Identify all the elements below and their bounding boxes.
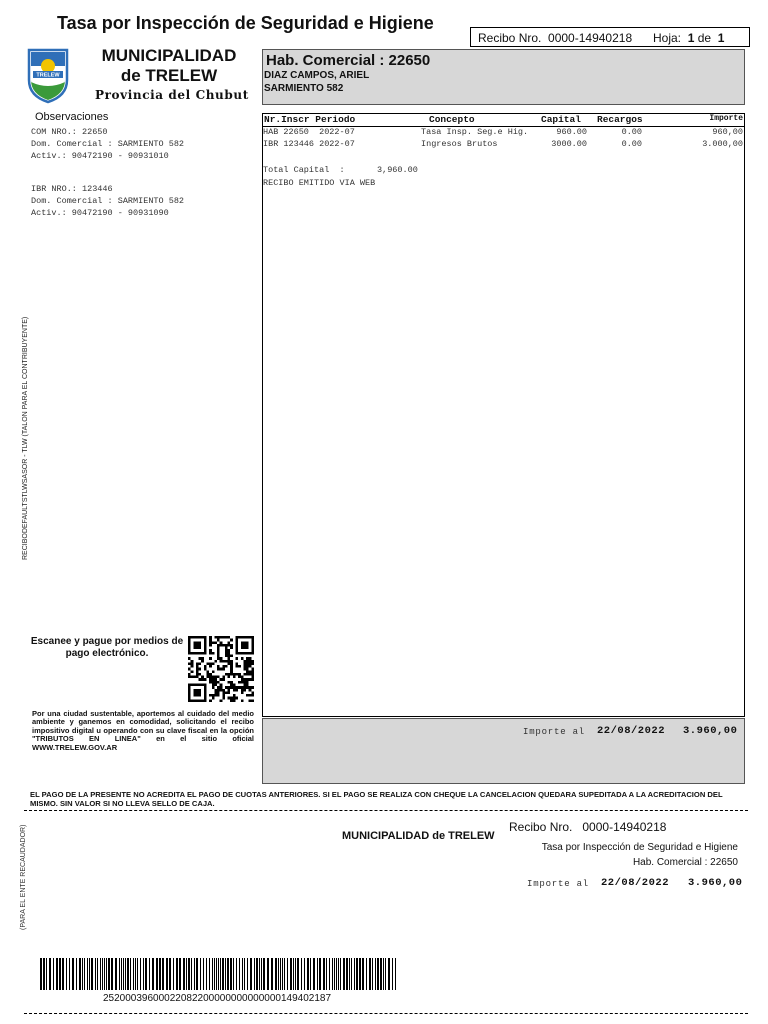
obs-line: IBR NRO.: 123446 — [31, 184, 113, 194]
provincia-label: Provincia del Chubut — [95, 88, 249, 102]
hab-title: Hab. Comercial : 22650 — [266, 52, 431, 69]
bottom-cut-line — [24, 1013, 748, 1014]
cell-capital: 960.00 — [556, 127, 587, 137]
contribuyente-address: SARMIENTO 582 — [264, 83, 344, 94]
hoja-num: 1 — [687, 31, 695, 45]
logo-text: TRELEW — [36, 72, 60, 79]
stub-recibo-label: Recibo Nro. — [509, 820, 573, 834]
hoja-indicator — [653, 31, 724, 45]
hoja-label: Hoja: — [653, 31, 682, 45]
cell-recargos: 0.00 — [621, 127, 642, 137]
stub-muni-title: MUNICIPALIDAD de TRELEW — [342, 830, 495, 842]
recibo-value: 0000-14940218 — [548, 31, 633, 45]
sustentable-notice: Por una ciudad sustentable, aportemos al cuidado del medio ambiente y ganemos en comodidad, solicitando el recibo impositivo digital u operando con su clave fiscal en la opción "TRIBUTOS EN LINEA" en el sitio oficial WWW.TRELEW.GOV.AR — [32, 709, 254, 752]
hoja-total: 1 — [717, 31, 725, 45]
stub-importe-date: 22/08/2022 — [601, 877, 670, 889]
importe-date: 22/08/2022 — [597, 725, 666, 737]
cell-inscr: IBR 123446 2022-07 — [263, 139, 355, 149]
cell-importe: 960,00 — [712, 127, 743, 137]
cell-concepto: Ingresos Brutos — [421, 139, 498, 149]
cut-line — [24, 810, 748, 811]
recibo-emitido-text: RECIBO EMITIDO VIA WEB — [263, 178, 376, 188]
barcode-number: 25200039600022082200000000000000149402187 — [103, 993, 332, 1004]
stub-recibo-value: 0000-14940218 — [582, 820, 667, 834]
stub-recibo — [509, 820, 666, 834]
importe-amount: 3.960,00 — [683, 725, 738, 737]
detail-table — [262, 113, 745, 717]
page-title: Tasa por Inspección de Seguridad e Higiene — [57, 13, 434, 33]
scan-pay-text: Escanee y pague por medios de pago electrónico. — [30, 636, 184, 659]
cell-recargos: 0.00 — [621, 139, 642, 149]
observaciones-label: Observaciones — [35, 111, 109, 123]
cell-concepto: Tasa Insp. Seg.e Hig. — [421, 127, 529, 137]
col-capital: Capital — [541, 114, 581, 125]
col-importe: Importe — [709, 114, 743, 123]
col-concepto: Concepto — [429, 114, 475, 125]
recibo-number — [478, 31, 632, 45]
stub-hab: Hab. Comercial : 22650 — [632, 857, 738, 868]
muni-line2: de TRELEW — [120, 66, 218, 85]
obs-line: Dom. Comercial : SARMIENTO 582 — [31, 196, 185, 206]
importe-label: Importe al — [523, 727, 586, 737]
cell-importe: 3.000,00 — [702, 139, 743, 149]
hoja-de: de — [697, 31, 712, 45]
stub-importe-amount: 3.960,00 — [688, 877, 743, 889]
table-header — [263, 114, 744, 127]
qr-code[interactable] — [186, 636, 256, 702]
obs-line: COM NRO.: 22650 — [31, 127, 108, 137]
cell-inscr: HAB 22650 2022-07 — [263, 127, 355, 137]
contribuyente-name: DIAZ CAMPOS, ARIEL — [264, 70, 370, 81]
recibo-box — [470, 27, 750, 47]
total-capital-value: 3,960.00 — [377, 165, 418, 175]
col-inscr-periodo: Nr.Inscr Periodo — [264, 114, 356, 125]
cell-capital: 3000.00 — [551, 139, 587, 149]
col-recargos: Recargos — [597, 114, 643, 125]
trelew-shield-logo — [27, 46, 69, 104]
obs-line: Activ.: 90472190 - 90931090 — [31, 208, 169, 218]
stub-tasa: Tasa por Inspección de Seguridad e Higiene — [541, 842, 738, 853]
obs-line: Activ.: 90472190 - 90931010 — [31, 151, 169, 161]
payment-disclaimer: EL PAGO DE LA PRESENTE NO ACREDITA EL PAGO DE CUOTAS ANTERIORES. SI EL PAGO SE REALIZA CON CHEQUE LA CANCELACION QUEDARA SUPEDITADA A LA ACREDITACION DEL MISMO. SIN VALOR SI NO LLEVA SELLO DE CAJA. — [30, 790, 723, 808]
muni-title — [93, 46, 245, 86]
muni-line1: MUNICIPALIDAD — [101, 46, 237, 65]
barcode — [40, 958, 398, 990]
total-capital-label: Total Capital : — [263, 165, 345, 175]
recibo-label: Recibo Nro. — [478, 31, 542, 45]
talon-vertical-text: RECIBODEFAULTSTLWSASOR - TLW (TALON PARA EL CONTRIBUYENTE) — [22, 316, 29, 560]
obs-line: Dom. Comercial : SARMIENTO 582 — [31, 139, 185, 149]
stub-importe-label: Importe al — [527, 879, 590, 889]
importe-box — [262, 718, 745, 784]
ente-vertical-text: (PARA EL ENTE RECAUDADOR) — [20, 824, 27, 930]
hab-comercial-box — [262, 49, 745, 105]
